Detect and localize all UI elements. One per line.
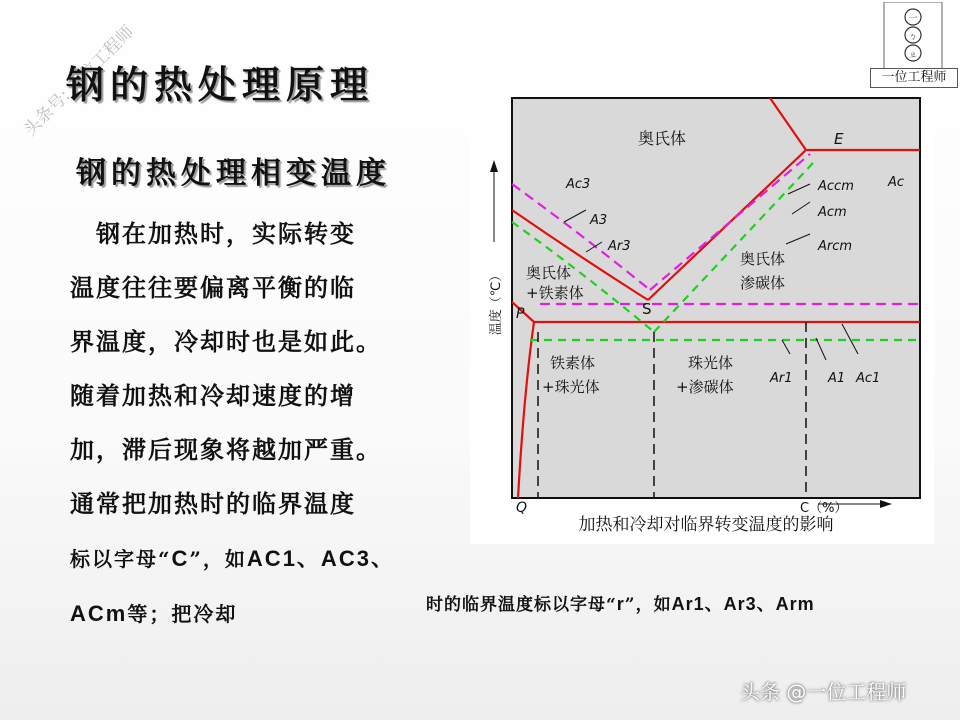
paragraph-line: 随着加热和冷却速度的增 [70, 381, 356, 410]
point-Q: Q [516, 500, 528, 516]
region-aus-ferrite-line2: +铁素体 [526, 284, 584, 302]
label-Accm: Accm [818, 179, 854, 194]
region-austenite: 奥氏体 [638, 129, 687, 148]
x-axis-label: C（%） [800, 501, 848, 516]
region-aus-cementite-line2: 渗碳体 [740, 274, 786, 292]
region-aus-cementite-line1: 奥氏体 [740, 250, 786, 268]
page-title: 钢的热处理原理 [66, 62, 375, 107]
paragraph-line: 钢在加热时，实际转变 [96, 219, 356, 248]
region-aus-ferrite-line1: 奥氏体 [526, 264, 572, 282]
paragraph-line: 标以字母“C”，如AC1、AC3、 [70, 546, 395, 571]
region-pearlite-cementite-line2: +渗碳体 [676, 378, 734, 396]
point-E: E [834, 130, 844, 148]
label-Acm: Acm [818, 205, 847, 220]
label-A1: A1 [828, 371, 846, 386]
point-P: P [516, 306, 525, 322]
fe-c-phase-diagram [470, 92, 934, 544]
body-paragraph [70, 207, 465, 641]
diagram-caption: 加热和冷却对临界转变温度的影响 [578, 515, 834, 535]
label-A3: A3 [590, 213, 608, 228]
label-Arcm: Arcm [818, 239, 853, 254]
continuation-line: 时的临界温度标以字母“r”，如Ar1、Ar3、Arm [426, 594, 815, 615]
footer-watermark: 头条 @一位工程师 [740, 680, 907, 704]
region-ferrite-pearlite-line2: +珠光体 [542, 378, 600, 396]
paragraph-line: ACm等；把冷却 [70, 601, 238, 626]
logo-glyph-bot: ㄓ [909, 50, 917, 59]
label-Ac: Ac [888, 175, 905, 190]
vertical-watermark: 头条号: 一位工程师 [19, 21, 138, 140]
region-ferrite-pearlite-line1: 铁素体 [550, 354, 596, 372]
logo-glyph-mid: ㄅ [909, 32, 917, 41]
logo-glyph-top: 一 [908, 14, 918, 24]
paragraph-line: 界温度，冷却时也是如此。 [70, 327, 382, 356]
paragraph-line: 加，滞后现象将越加严重。 [70, 435, 382, 464]
label-Ac3: Ac3 [566, 177, 591, 192]
label-Ar1: Ar1 [770, 371, 793, 386]
paragraph-line: 温度往往要偏离平衡的临 [70, 273, 356, 302]
paragraph-line: 通常把加热时的临界温度 [70, 489, 356, 518]
label-Ar3: Ar3 [608, 239, 631, 254]
y-axis-label: 温度（℃） [489, 268, 504, 336]
point-S: S [642, 300, 652, 318]
region-pearlite-cementite-line1: 珠光体 [688, 354, 734, 372]
label-Ac1: Ac1 [856, 371, 881, 386]
logo-label: 一位工程师 [870, 68, 958, 88]
section-subtitle: 钢的热处理相变温度 [76, 156, 391, 191]
